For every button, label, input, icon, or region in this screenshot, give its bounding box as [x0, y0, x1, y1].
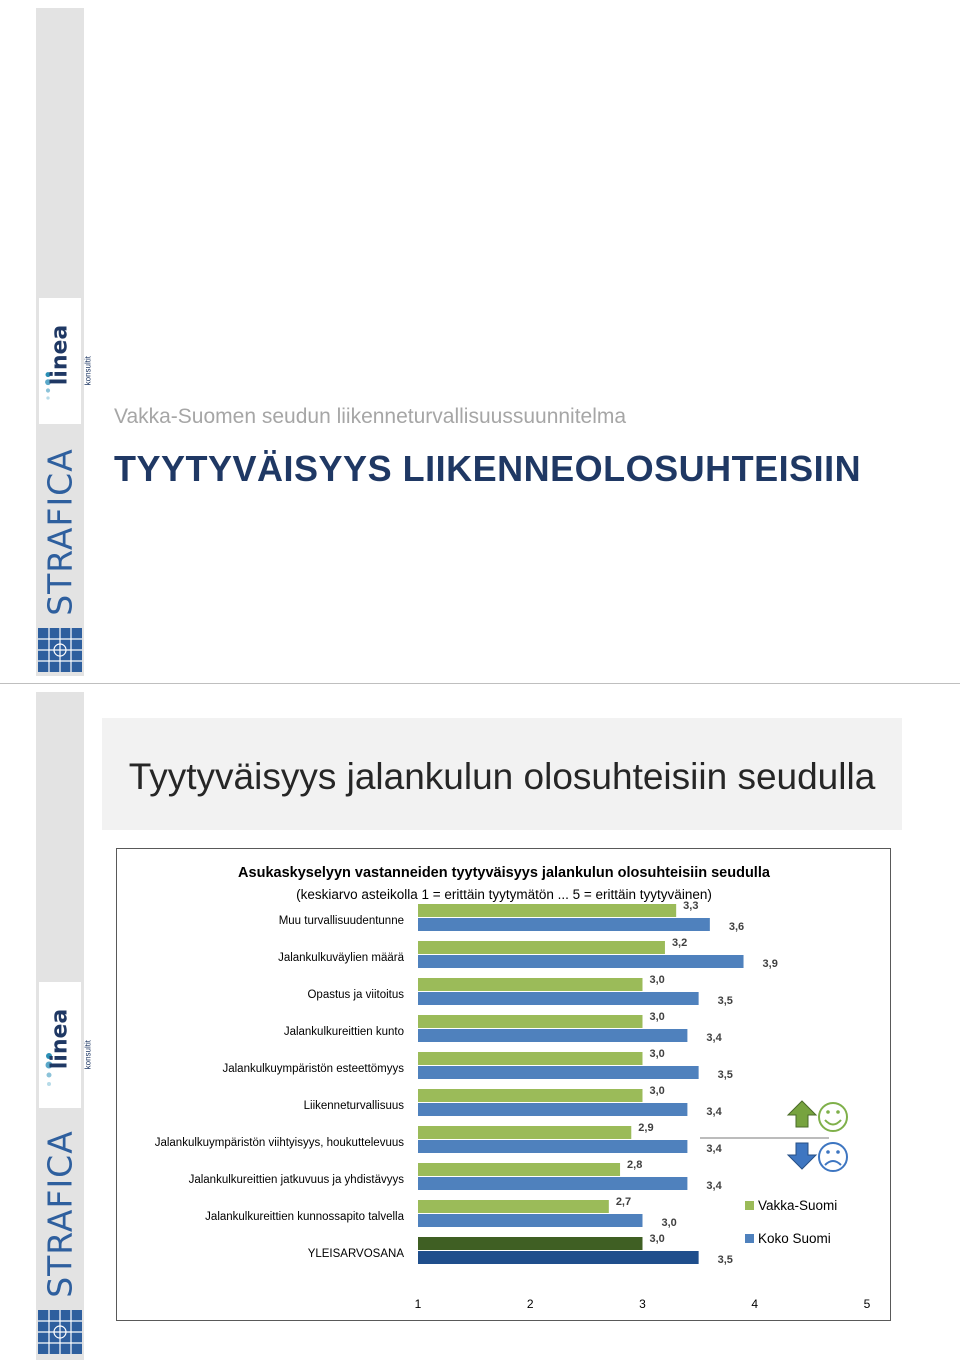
data-label-vakka-suomi: 3,0: [649, 974, 665, 986]
bar-koko-suomi: [418, 1177, 687, 1190]
legend-swatch-vakka-suomi: [745, 1201, 754, 1210]
category-label: Liikenneturvallisuus: [303, 1100, 404, 1112]
strafica-grid-icon: [38, 628, 82, 672]
linea-logo: [39, 982, 92, 1108]
bar-koko-suomi: [418, 1251, 699, 1264]
x-axis-ticks: [415, 1297, 871, 1311]
chart-slide: [0, 684, 960, 1367]
category-label: Jalankulkuympäristön esteettömyys: [222, 1063, 404, 1075]
category-label: Jalankulkureittien kunnossapito talvella: [205, 1211, 404, 1223]
x-tick-label: 4: [751, 1297, 759, 1311]
bar-koko-suomi: [418, 1140, 687, 1153]
x-tick-label: 3: [639, 1297, 646, 1311]
x-tick-label: 2: [526, 1297, 534, 1311]
bar-vakka-suomi: [418, 1126, 631, 1139]
category-label: Jalankulkureittien kunto: [283, 1026, 404, 1038]
bar-vakka-suomi: [418, 1089, 643, 1102]
strafica-text: STRAFICA: [40, 448, 80, 616]
satisfaction-bar-chart: [117, 849, 890, 1320]
data-label-vakka-suomi: 2,9: [638, 1122, 654, 1134]
bar-vakka-suomi: [418, 1052, 643, 1065]
brand-sidebar: [36, 692, 92, 1360]
data-label-vakka-suomi: 3,0: [649, 1011, 665, 1023]
bar-koko-suomi: [418, 1103, 687, 1116]
arrow-up-icon: [788, 1101, 816, 1127]
logo-main-text: linea: [47, 324, 73, 385]
x-tick-label: 5: [863, 1297, 871, 1311]
bar-koko-suomi: [418, 1029, 687, 1042]
chart-frame: [116, 848, 891, 1321]
category-label: YLEISARVOSANA: [307, 1248, 404, 1260]
chart-legend: [739, 1195, 857, 1261]
bar-koko-suomi: [418, 992, 699, 1005]
smiley-icon: [819, 1103, 847, 1131]
data-label-koko-suomi: 3,9: [762, 958, 778, 970]
bar-vakka-suomi: [418, 941, 665, 954]
logo-sub-text: konsultit: [83, 1040, 92, 1070]
data-label-vakka-suomi: 3,0: [649, 1048, 665, 1060]
legend-swatch-koko-suomi: [745, 1234, 754, 1243]
x-tick-label: 1: [414, 1297, 422, 1311]
data-label-vakka-suomi: 3,3: [683, 900, 699, 912]
data-label-koko-suomi: 3,4: [706, 1143, 722, 1155]
data-label-vakka-suomi: 3,0: [649, 1233, 665, 1245]
data-label-koko-suomi: 3,0: [661, 1217, 677, 1229]
frown-icon: [819, 1143, 847, 1171]
data-label-vakka-suomi: 2,7: [615, 1196, 632, 1208]
bar-vakka-suomi: [418, 1237, 643, 1250]
data-label-koko-suomi: 3,6: [728, 921, 745, 933]
data-label-koko-suomi: 3,5: [717, 995, 733, 1007]
legend-label-koko-suomi: Koko Suomi: [758, 1231, 831, 1246]
category-label: Muu turvallisuudentunne: [278, 915, 404, 927]
slide-title: TYYTYVÄISYYS LIIKENNEOLOSUHTEISIIN: [114, 448, 862, 489]
logo-sub-text: konsultit: [83, 356, 92, 386]
category-label: Jalankulkuväylien määrä: [278, 952, 404, 964]
bars-layer: [155, 900, 778, 1266]
legend-label-vakka-suomi: Vakka-Suomi: [758, 1198, 838, 1213]
category-label: Jalankulkuympäristön viihtyisyys, houkuttelevuus: [154, 1137, 404, 1149]
data-label-koko-suomi: 3,4: [706, 1106, 722, 1118]
data-label-koko-suomi: 3,4: [706, 1180, 722, 1192]
linea-logo: [39, 298, 92, 424]
logo-main-text: linea: [47, 1008, 73, 1069]
arrow-down-icon: [788, 1143, 816, 1169]
bar-koko-suomi: [418, 1214, 643, 1227]
project-subtitle: Vakka-Suomen seudun liikenneturvallisuussuunnitelma: [114, 405, 627, 428]
bar-vakka-suomi: [418, 904, 676, 917]
bar-vakka-suomi: [418, 978, 643, 991]
bar-vakka-suomi: [418, 1200, 609, 1213]
slide-heading-box: [102, 718, 902, 830]
chart-title: Asukaskyselyyn vastanneiden tyytyväisyys jalankulun olosuhteisiin seudulla: [238, 865, 770, 881]
bar-vakka-suomi: [418, 1015, 643, 1028]
data-label-koko-suomi: 3,5: [717, 1254, 733, 1266]
data-label-vakka-suomi: 3,0: [649, 1085, 665, 1097]
strafica-text: STRAFICA: [40, 1130, 80, 1298]
data-label-vakka-suomi: 3,2: [671, 937, 688, 949]
brand-sidebar: [36, 8, 92, 676]
slide-heading: Tyytyväisyys jalankulun olosuhteisiin seudulla: [128, 756, 876, 797]
data-label-koko-suomi: 3,4: [706, 1032, 722, 1044]
bar-koko-suomi: [418, 955, 744, 968]
bar-koko-suomi: [418, 1066, 699, 1079]
bar-vakka-suomi: [418, 1163, 620, 1176]
data-label-koko-suomi: 3,5: [717, 1069, 733, 1081]
category-label: Opastus ja viitoitus: [307, 989, 404, 1001]
chart-subtitle: (keskiarvo asteikolla 1 = erittäin tyytymätön ... 5 = erittäin tyytyväinen): [296, 887, 712, 902]
bar-koko-suomi: [418, 918, 710, 931]
data-label-vakka-suomi: 2,8: [627, 1159, 643, 1171]
title-slide: [0, 0, 960, 683]
category-label: Jalankulkureittien jatkuvuus ja yhdistävyys: [188, 1174, 404, 1186]
strafica-grid-icon: [38, 1310, 82, 1354]
